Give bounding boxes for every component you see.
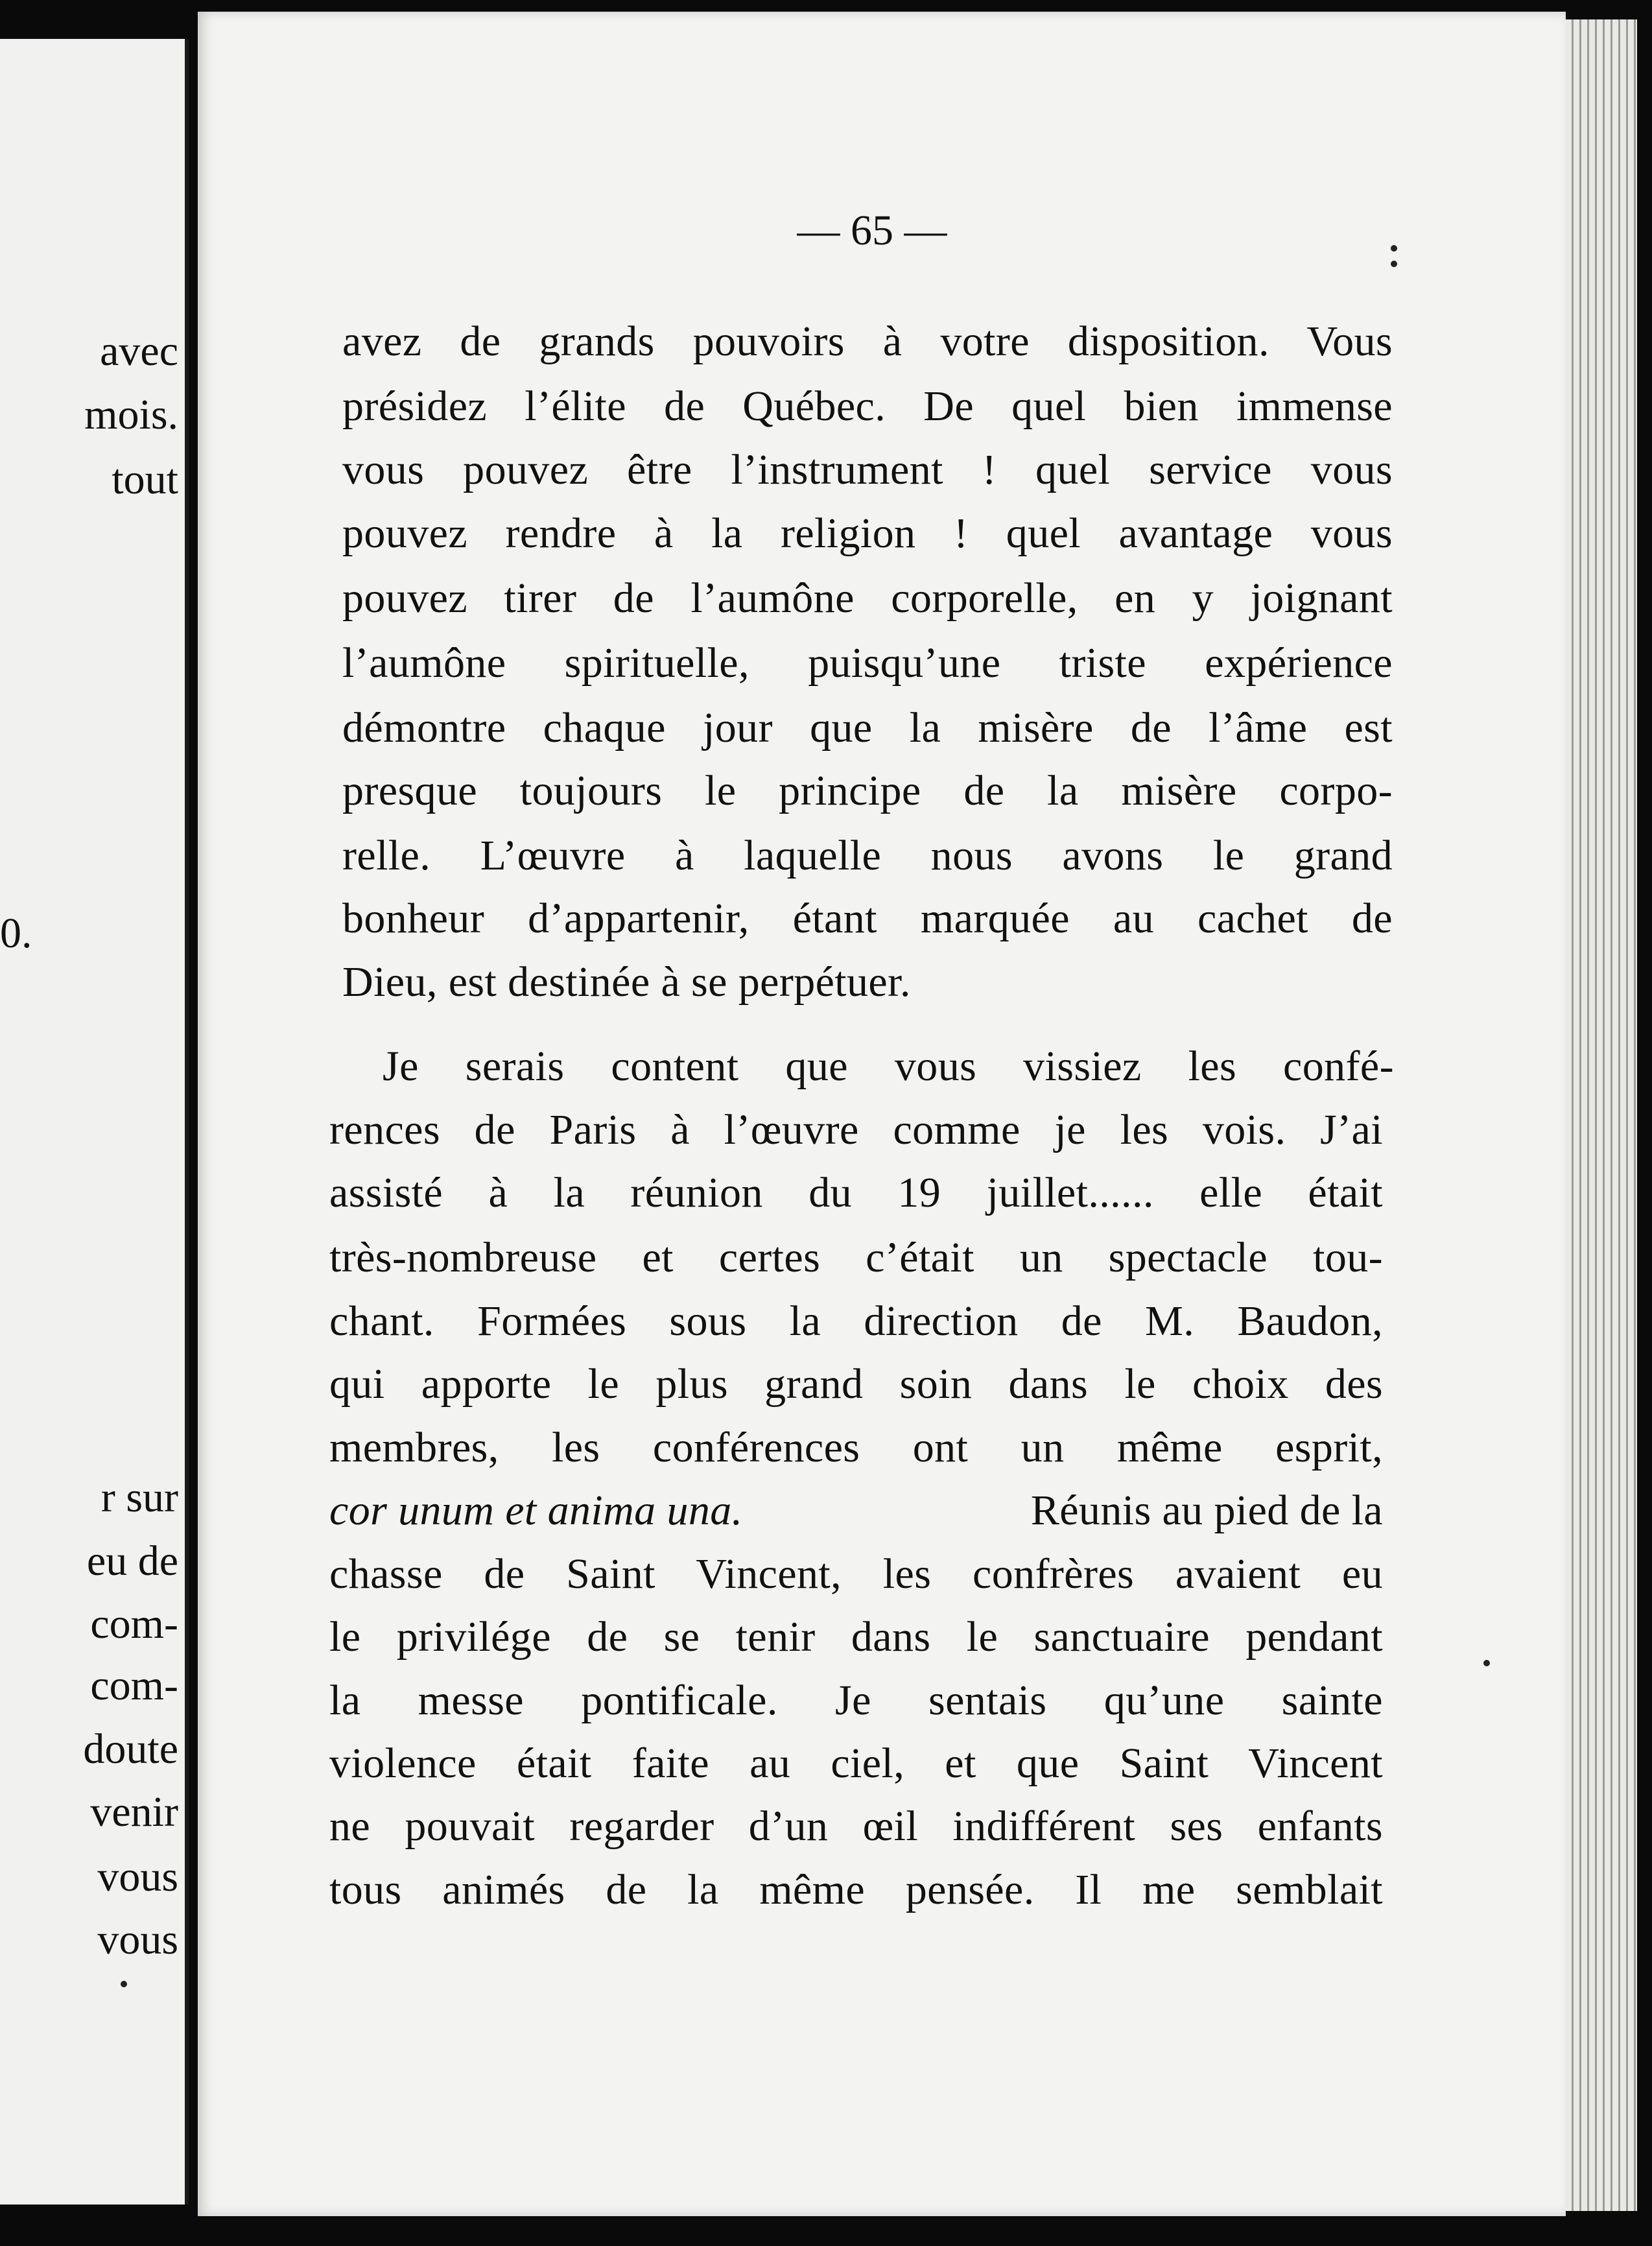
facing-page-line: avec	[100, 327, 178, 375]
facing-page-line: com-	[90, 1662, 178, 1709]
scan-speck	[121, 1981, 127, 1987]
paragraph-2-line: ne pouvait regarder d’un œil indifférent ses enfants	[329, 1803, 1383, 1850]
page-number: — 65 —	[797, 207, 947, 254]
paragraph-1-line: vous pouvez être l’instrument ! quel service vous	[342, 446, 1393, 493]
facing-page-line: tout	[112, 456, 178, 503]
paragraph-2-line: membres, les conférences ont un même esprit,	[329, 1424, 1383, 1471]
paragraph-1-line: l’aumône spirituelle, puisqu’une triste expérience	[342, 639, 1393, 687]
paragraph-1-line: bonheur d’appartenir, étant marquée au cachet de	[342, 895, 1393, 942]
paragraph-1-line: pouvez rendre à la religion ! quel avantage vous	[342, 510, 1393, 557]
paragraph-2-line: assisté à la réunion du 19 juillet...... elle était	[329, 1169, 1383, 1216]
paragraph-2-line: Je serais content que vous vissiez les confé-	[383, 1043, 1394, 1090]
paragraph-1-line: Dieu, est destinée à se perpétuer.	[342, 958, 911, 1006]
paragraph-1-line: démontre chaque jour que la misère de l’âme est	[342, 704, 1393, 751]
paragraph-2-line: chasse de Saint Vincent, les confrères avaient eu	[329, 1550, 1383, 1598]
paragraph-1-line: presque toujours le principe de la misère corpo-	[342, 767, 1393, 814]
facing-page-line: venir	[90, 1788, 178, 1836]
paragraph-2-line-tail: Réunis au pied de la	[1030, 1487, 1383, 1534]
scan-speck	[1391, 245, 1397, 252]
paragraph-1-line: présidez l’élite de Québec. De quel bien immense	[342, 383, 1393, 430]
paragraph-2-line: rences de Paris à l’œuvre comme je les vois. J’ai	[329, 1106, 1383, 1153]
paragraph-2-line: qui apporte le plus grand soin dans le choix des	[329, 1360, 1383, 1408]
paragraph-2-line: très-nombreuse et certes c’était un spectacle tou-	[329, 1234, 1383, 1281]
scan-speck	[1483, 1660, 1490, 1666]
paragraph-2-line: violence était faite au ciel, et que Saint Vincent	[329, 1740, 1383, 1787]
facing-page-line: vous	[97, 1853, 178, 1900]
paragraph-2-mixed-line	[329, 1482, 1383, 1540]
paragraph-1-line: avez de grands pouvoirs à votre disposition. Vous	[342, 318, 1393, 365]
paragraph-2-line: chant. Formées sous la direction de M. Baudon,	[329, 1297, 1383, 1345]
facing-page-line: 0.	[0, 910, 32, 957]
facing-page-line: mois.	[84, 391, 178, 438]
facing-page-line: vous	[97, 1916, 178, 1963]
paragraph-1-line: pouvez tirer de l’aumône corporelle, en y joignant	[342, 574, 1393, 622]
paragraph-1-line: relle. L’œuvre à laquelle nous avons le grand	[342, 832, 1393, 879]
paragraph-2-line: tous animés de la même pensée. Il me semblait	[329, 1866, 1383, 1913]
page-edges	[1566, 19, 1637, 2211]
paragraph-2-line: la messe pontificale. Je sentais qu’une sainte	[329, 1677, 1383, 1724]
facing-page-line: doute	[83, 1725, 178, 1773]
facing-page-line: com-	[90, 1600, 178, 1648]
facing-page-line: r sur	[100, 1474, 178, 1521]
scan-speck	[1391, 261, 1397, 267]
latin-phrase: cor unum et anima una.	[329, 1487, 743, 1534]
facing-page-fragment	[0, 39, 189, 2205]
paragraph-2-line: le privilége de se tenir dans le sanctuaire pendant	[329, 1613, 1383, 1661]
facing-page-line: eu de	[86, 1537, 178, 1585]
